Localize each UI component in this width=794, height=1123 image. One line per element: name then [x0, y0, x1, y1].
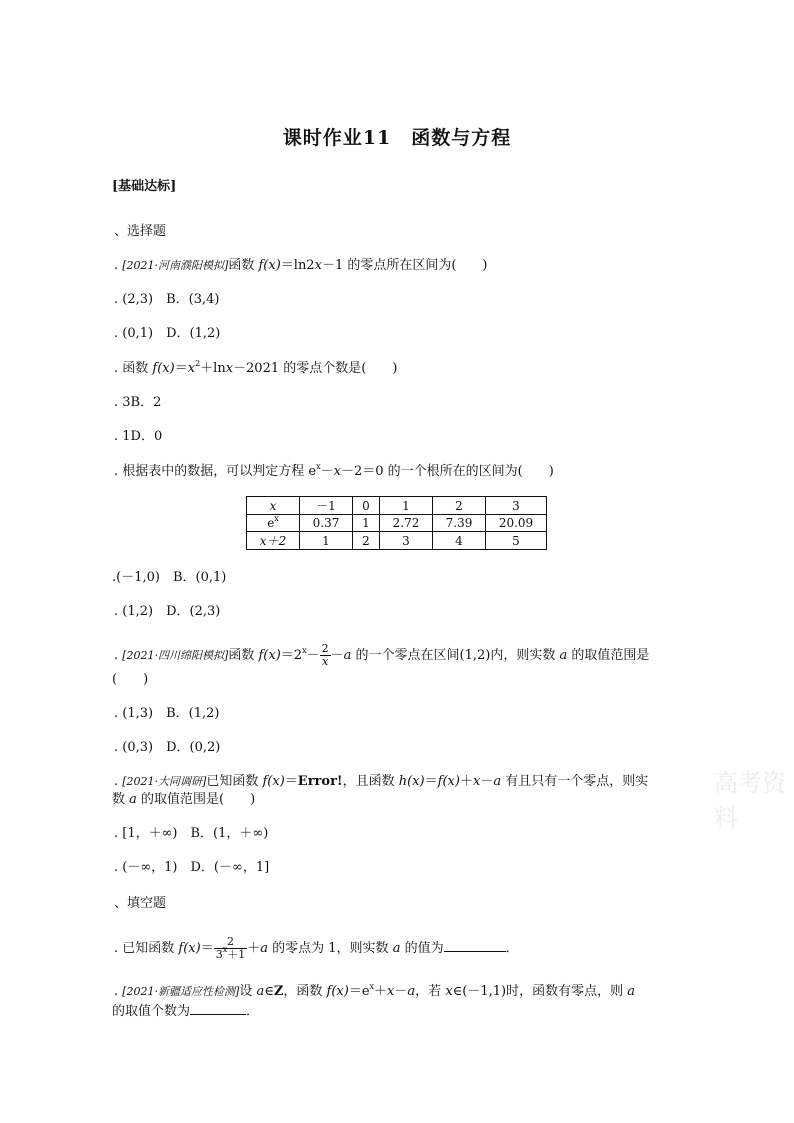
- q7-var: a: [627, 984, 635, 999]
- q5-error-text: Error!: [297, 774, 343, 789]
- table-row-head: e: [267, 516, 275, 530]
- q3-options-1: .(－1,0) B．(0,1): [112, 570, 227, 585]
- table-cell: 7.39: [433, 515, 486, 532]
- section-heading: [基础达标]: [112, 179, 177, 194]
- fraction-denominator-rest: ＋1: [227, 948, 246, 961]
- q4-fraction: [320, 643, 331, 668]
- q5-var: x: [472, 774, 481, 789]
- table-cell: 2: [433, 497, 486, 515]
- q1-text: 函数: [228, 258, 259, 273]
- q7-exponent: x: [369, 982, 375, 991]
- question-7: . [2021·新疆适应性检测]设 a∈Z，函数 $f(x)=e^x+x-a$，若 x∈(－1,1)时，函数有零点，则 a: [114, 982, 635, 999]
- q4-text: 函数: [228, 648, 259, 663]
- q1-text: ＝ln2: [280, 258, 315, 273]
- q4-text: ＝2: [280, 648, 303, 663]
- fraction-numerator: 2: [321, 642, 329, 655]
- q2-text: ＋ln: [200, 361, 226, 376]
- q5-text: 的取值范围是( ): [136, 792, 256, 807]
- q7-text: ∈: [264, 984, 274, 999]
- table-cell: x: [247, 497, 300, 515]
- question-5: . [2021·大同调研]已知函数 f(x)＝Error!，且函数 h(x)＝f(x)＋x－a 有且只有一个零点，则实: [114, 774, 649, 789]
- q2-options-2: . 1D．0: [114, 429, 163, 444]
- table-row: [247, 515, 547, 532]
- question-4: . [2021·四川绵阳模拟]函数 $f(x)=2^x-$ $\frac{2}{x}$ －a 的一个零点在区间(1,2)内，则实数 a 的取值范围是: [114, 642, 650, 668]
- question-2: [114, 360, 397, 378]
- q2-text: . 函数: [114, 361, 153, 376]
- q1-options-2: . (0,1) D．(1,2): [114, 326, 221, 341]
- q3-var: x: [333, 464, 341, 479]
- table-cell: 0.37: [300, 515, 353, 532]
- q7-source: [2021·新疆适应性检测]: [122, 985, 240, 998]
- q7-text: ∈(－1,1)时，函数有零点，则: [452, 984, 628, 999]
- table-cell: 3: [380, 532, 433, 550]
- q3-text: －: [320, 464, 334, 479]
- q7-var: x: [387, 984, 395, 999]
- q4-exponent: x: [302, 646, 307, 655]
- q2-exponent: 2: [195, 359, 201, 368]
- q7-continuation: [112, 1002, 259, 1021]
- q7-text: ，函数: [283, 984, 327, 999]
- watermark: 高考资料: [714, 769, 786, 832]
- q5-options-1: . [1，＋∞) B．(1，＋∞): [114, 826, 269, 841]
- question-3: [114, 463, 554, 481]
- fraction-numerator: 2: [214, 936, 248, 949]
- q5-var: a: [493, 774, 502, 789]
- q7-text: －: [394, 984, 408, 999]
- table-cell: 0: [353, 497, 380, 515]
- q2-var: x: [225, 361, 234, 376]
- q5-continuation: [112, 791, 255, 809]
- table-row: [247, 497, 547, 515]
- part-heading-choice: 、选择题: [114, 224, 167, 239]
- q5-fx: f(x): [262, 774, 285, 789]
- q5-text: －: [480, 774, 494, 789]
- q3-options-2: . (1,2) D．(2,3): [114, 604, 221, 619]
- q4-text: 的取值范围是: [567, 648, 650, 663]
- q7-text: 的取值个数为: [112, 1004, 191, 1019]
- q6-text: ＝: [200, 941, 214, 956]
- data-table: [246, 496, 547, 550]
- q4-options-2: . (0,3) D．(0,2): [114, 740, 221, 755]
- q5-options-2: . (－∞，1) D．(－∞，1]: [114, 860, 270, 875]
- q4-continuation: ( ): [112, 672, 149, 687]
- table-row: [247, 532, 547, 550]
- answer-blank[interactable]: [190, 1002, 246, 1015]
- q5-text: 已知函数: [206, 774, 263, 789]
- q2-text: －2021 的零点个数是( ): [233, 361, 398, 376]
- q4-var: a: [559, 648, 568, 663]
- q1-var: x: [314, 258, 322, 273]
- table-cell: x＋2: [247, 532, 300, 550]
- q5-text: ＝: [284, 774, 298, 789]
- q7-text: ，若: [415, 984, 446, 999]
- table-row-head-exponent: x: [274, 514, 279, 523]
- q4-text: －: [306, 648, 320, 663]
- question-6: [114, 936, 519, 961]
- fraction-denominator-exponent: x: [222, 945, 228, 954]
- q5-text: ，且函数: [342, 774, 399, 789]
- q7-var: a: [256, 984, 265, 999]
- q4-source: [2021·四川绵阳模拟]: [122, 649, 229, 662]
- answer-blank[interactable]: [444, 939, 506, 952]
- q7-integer-set: Z: [273, 984, 284, 999]
- q1-source: [2021·河南濮阳模拟]: [122, 259, 229, 272]
- q6-fx: f(x): [178, 941, 201, 956]
- q2-fx: f(x): [152, 361, 175, 376]
- q2-var: x: [187, 361, 196, 376]
- fraction-denominator: x: [321, 655, 329, 668]
- q1-options-1: . (2,3) B．(3,4): [114, 292, 220, 307]
- q4-text: －: [330, 648, 344, 663]
- q6-text: 的零点为 1，则实数: [268, 941, 393, 956]
- q3-text: . 根据表中的数据，可以判定方程 e: [114, 464, 317, 479]
- q1-fx: f(x): [258, 258, 281, 273]
- q6-text: 的值为: [400, 941, 444, 956]
- table-cell: －1: [300, 497, 353, 515]
- table-cell: 4: [433, 532, 486, 550]
- q5-source: [2021·大同调研]: [122, 775, 207, 788]
- q3-exponent: x: [316, 462, 321, 471]
- q5-hx: h(x): [398, 774, 425, 789]
- q7-text: 设: [239, 984, 257, 999]
- q2-options-1: . 3B．2: [114, 395, 162, 410]
- fraction-denominator-base: 3: [215, 948, 223, 961]
- table-cell: 20.09: [486, 515, 547, 532]
- q5-var: a: [129, 792, 137, 807]
- q4-text: 的一个零点在区间(1,2)内，则实数: [351, 648, 560, 663]
- q6-text: ＋: [247, 941, 261, 956]
- q5-text: 有且只有一个零点，则实: [501, 774, 649, 789]
- table-cell: 2: [353, 532, 380, 550]
- q7-text: ＋: [374, 984, 388, 999]
- q6-text: . 已知函数: [114, 941, 179, 956]
- table-cell: [247, 515, 300, 532]
- q2-text: ＝: [174, 361, 188, 376]
- table-cell: 2.72: [380, 515, 433, 532]
- part-heading-fill: 、填空题: [114, 896, 167, 911]
- q7-text: ＝e: [348, 984, 370, 999]
- page-title: 课时作业11 函数与方程: [282, 127, 512, 149]
- table-cell: 5: [486, 532, 547, 550]
- q7-fx: f(x): [326, 984, 349, 999]
- table-cell: 3: [486, 497, 547, 515]
- q5-text: ＋: [459, 774, 473, 789]
- q5-text: 数: [112, 792, 130, 807]
- q4-options-1: . (1,3) B．(1,2): [114, 706, 220, 721]
- q6-text: ．: [505, 941, 519, 956]
- question-1: . [2021·河南濮阳模拟]函数 f(x)＝ln2x－1 的零点所在区间为( ): [114, 258, 488, 273]
- q6-fraction: [214, 936, 248, 961]
- fraction-denominator: [214, 945, 248, 961]
- table-cell: 1: [300, 532, 353, 550]
- q6-var: a: [392, 941, 401, 956]
- q5-fx: f(x): [437, 774, 460, 789]
- q1-text: －1 的零点所在区间为( ): [321, 258, 488, 273]
- q5-text: ＝: [424, 774, 438, 789]
- q7-var: a: [407, 984, 416, 999]
- q4-fx: f(x): [258, 648, 281, 663]
- table-cell: 1: [353, 515, 380, 532]
- q4-var: a: [343, 648, 352, 663]
- q3-text: －2＝0 的一个根所在的区间为( ): [340, 464, 554, 479]
- table-cell: 1: [380, 497, 433, 515]
- q7-text: ．: [246, 1004, 260, 1019]
- q7-var: x: [445, 984, 453, 999]
- q6-var: a: [260, 941, 269, 956]
